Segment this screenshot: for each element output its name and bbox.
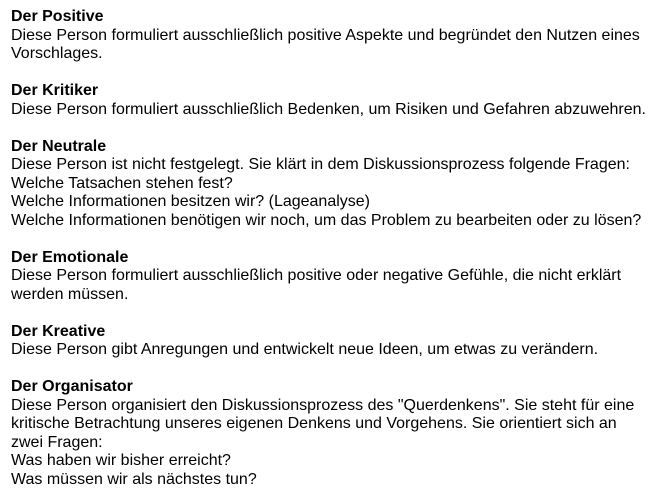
role-title: Der Positive	[11, 8, 104, 25]
role-kritiker	[11, 82, 646, 119]
role-description-line: Diese Person organisiert den Diskussionsprozess des "Querdenkens". Sie steht für eine	[11, 396, 635, 414]
role-title: Der Organisator	[11, 378, 133, 395]
role-question-line: Welche Tatsachen stehen fest?	[11, 174, 233, 192]
role-kreative	[11, 323, 641, 360]
role-question-line: Welche Informationen benötigen wir noch, um das Problem zu bearbeiten oder zu lösen?	[11, 211, 642, 229]
role-positive	[11, 8, 641, 64]
role-description-line: kritische Betrachtung unseres eigenen Denkens und Vorgehens. Sie orientiert sich an	[11, 415, 617, 432]
role-description-line: Diese Person formuliert ausschließlich positive Aspekte und begründet den Nutzen eines	[11, 26, 640, 44]
role-description-line: werden müssen.	[11, 285, 129, 303]
role-neutrale	[11, 138, 641, 231]
role-description-line: Vorschlages.	[11, 45, 103, 62]
role-question-line: Was müssen wir als nächstes tun?	[11, 470, 257, 488]
role-title: Der Neutrale	[11, 137, 107, 155]
role-description-line: Diese Person formuliert ausschließlich Bedenken, um Risiken und Gefahren abzuwehren.	[11, 100, 646, 118]
role-title: Der Kreative	[11, 322, 106, 340]
role-description-line: Diese Person ist nicht festgelegt. Sie klärt in dem Diskussionsprozess folgende Fragen:	[11, 156, 630, 173]
role-emotionale	[11, 249, 641, 305]
role-question-line: Was haben wir bisher erreicht?	[11, 452, 231, 469]
role-description-line: Diese Person formuliert ausschließlich positive oder negative Gefühle, die nicht erklärt	[11, 267, 622, 284]
role-description-line: zwei Fragen:	[11, 433, 103, 451]
role-title: Der Emotionale	[11, 248, 129, 266]
role-question-line: Welche Informationen besitzen wir? (Lageanalyse)	[11, 193, 371, 210]
role-title: Der Kritiker	[11, 82, 99, 99]
role-description-line: Diese Person gibt Anregungen und entwickelt neue Ideen, um etwas zu verändern.	[11, 341, 599, 358]
role-organisator	[11, 378, 641, 489]
